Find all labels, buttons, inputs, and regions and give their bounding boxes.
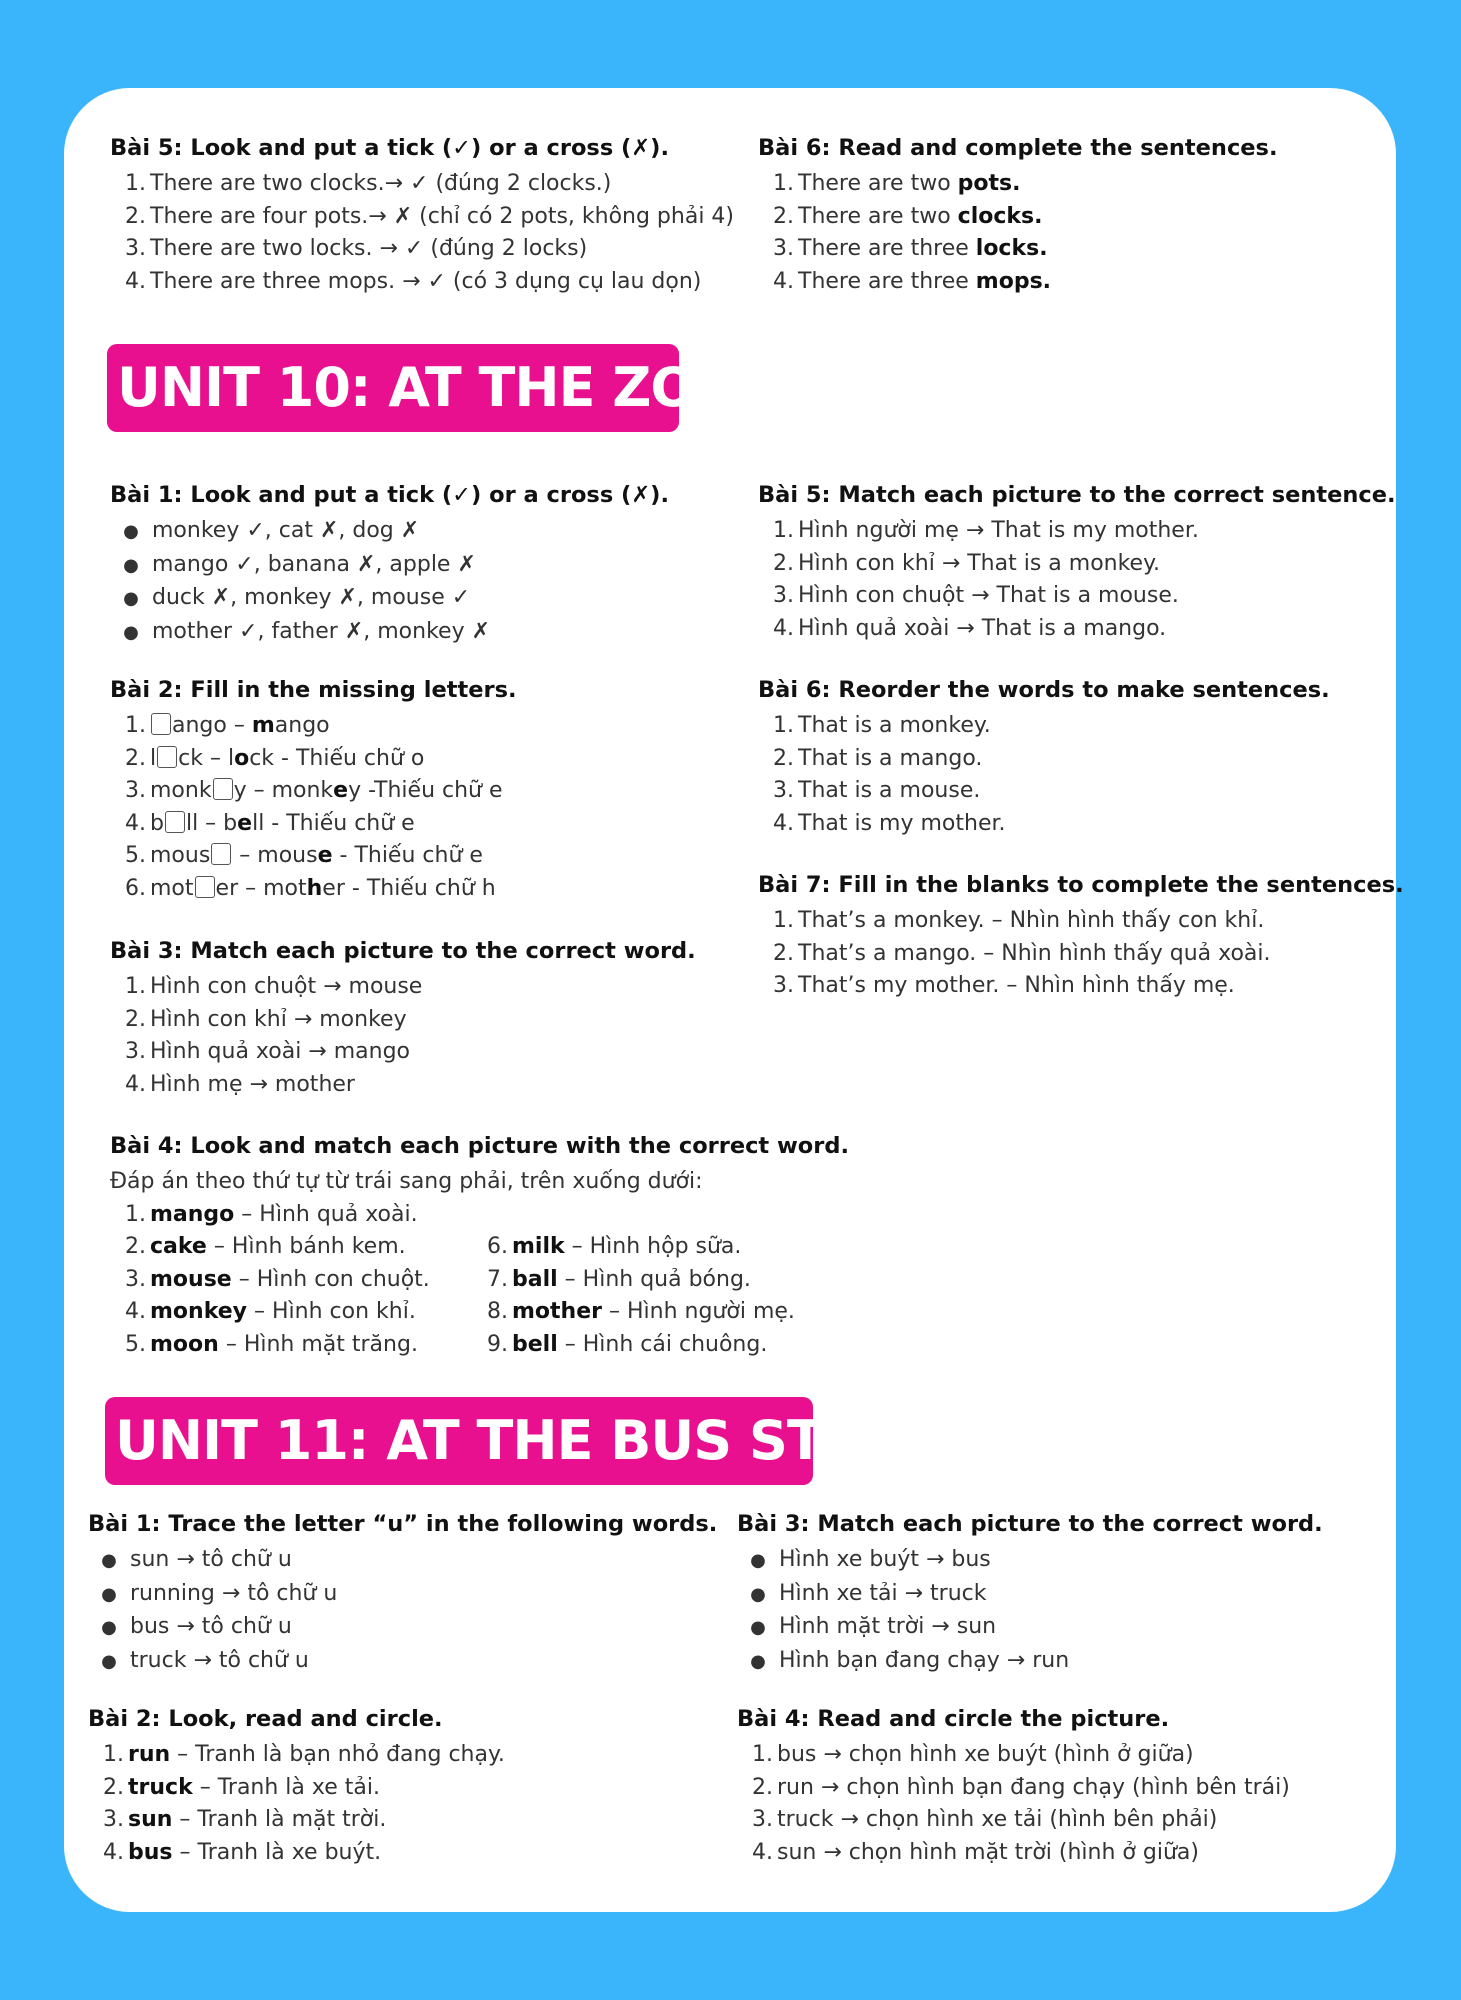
list-item: 1. run – Tranh là bạn nhỏ đang chạy. — [103, 1742, 505, 1767]
answer-list — [758, 905, 1404, 1003]
answer-list — [758, 710, 1330, 840]
list-item: 3. truck → chọn hình xe tải (hình bên phải) — [752, 1807, 1218, 1832]
unit10-banner: UNIT 10: AT THE ZOO — [107, 344, 679, 432]
list-item: ● bus → tô chữ u — [88, 1611, 717, 1645]
bullet-icon: ● — [750, 1550, 766, 1571]
list-item: 7. ball – Hình quả bóng. — [487, 1266, 751, 1292]
list-item: 1. There are two pots. — [773, 171, 1021, 196]
list-item: 4. sun → chọn hình mặt trời (hình ở giữa) — [752, 1839, 1199, 1865]
list-item: 2. run → chọn hình bạn đang chạy (hình bên trái) — [752, 1774, 1290, 1800]
list-item: 5. moon – Hình mặt trăng. — [125, 1331, 418, 1357]
blank-box — [165, 811, 185, 833]
answer-list — [472, 1231, 795, 1361]
list-item: ● monkey ✓, cat ✗, dog ✗ — [110, 515, 669, 549]
section-title: Bài 4: Look and match each picture with the correct word. — [110, 1133, 850, 1159]
list-item: ● Hình bạn đang chạy → run — [737, 1645, 1323, 1679]
list-item: 1. That’s a monkey. – Nhìn hình thấy con khỉ. — [773, 908, 1265, 933]
section-title: Bài 2: Fill in the missing letters. — [110, 677, 517, 703]
list-item: 2. truck – Tranh là xe tải. — [103, 1774, 380, 1800]
section-title: Bài 3: Match each picture to the correct word. — [110, 938, 696, 964]
list-item: 3. sun – Tranh là mặt trời. — [103, 1807, 387, 1832]
list-item: 1. That is a monkey. — [773, 713, 991, 738]
bullet-icon: ● — [123, 588, 139, 609]
section-title: Bài 7: Fill in the blanks to complete the sentences. — [758, 872, 1404, 898]
blank-box — [195, 876, 215, 898]
list-item: ● duck ✗, monkey ✗, mouse ✓ — [110, 582, 669, 616]
bullet-icon: ● — [123, 521, 139, 542]
blank-box — [211, 843, 231, 865]
answer-columns — [110, 1199, 830, 1369]
answer-list — [758, 168, 1278, 298]
answer-list — [737, 1739, 1290, 1869]
answer-list — [110, 1199, 430, 1362]
list-item: 5. mous – mouse - Thiếu chữ e — [125, 843, 483, 868]
list-item: ● truck → tô chữ u — [88, 1645, 717, 1679]
u11-bai4 — [737, 1703, 1290, 1869]
list-item: ● Hình xe buýt → bus — [737, 1544, 1323, 1578]
list-item: 2. l ck – lock - Thiếu chữ o — [125, 745, 425, 771]
list-item: 1. Hình người mẹ → That is my mother. — [773, 518, 1199, 543]
list-item: 4. There are three mops. — [773, 268, 1052, 294]
section-title: Bài 6: Read and complete the sentences. — [758, 135, 1278, 161]
u10-bai4 — [110, 1130, 849, 1369]
list-item: 2. That is a mango. — [773, 745, 983, 771]
list-item: 3. mouse – Hình con chuột. — [125, 1266, 430, 1292]
list-item: ● mango ✓, banana ✗, apple ✗ — [110, 549, 669, 583]
unit11-banner: UNIT 11: AT THE BUS STOP — [105, 1397, 813, 1485]
answer-list — [88, 1544, 717, 1678]
bullet-icon: ● — [123, 621, 139, 643]
list-item: 2. There are four pots.→ ✗ (chỉ có 2 pots, không phải 4) — [125, 203, 735, 229]
answer-list — [110, 710, 517, 905]
section-title: Bài 5: Match each picture to the correct sentence. — [758, 482, 1396, 508]
section-title: Bài 2: Look, read and circle. — [88, 1706, 443, 1732]
section-title: Bài 1: Trace the letter “u” in the following words. — [88, 1511, 718, 1537]
list-item: 9. bell – Hình cái chuông. — [487, 1331, 768, 1357]
section-title: Bài 1: Look and put a tick (✓) or a cross (✗). — [110, 482, 670, 508]
bullet-icon: ● — [750, 1650, 766, 1672]
list-item: 4. That is my mother. — [773, 810, 1006, 836]
blank-box — [213, 778, 233, 800]
list-item: 2. Hình con khỉ → monkey — [125, 1006, 407, 1032]
answer-list — [110, 515, 669, 649]
list-item: 3. Hình con chuột → That is a mouse. — [773, 583, 1179, 608]
list-item: 1. ango – mango — [125, 713, 330, 738]
list-item: 2. cake – Hình bánh kem. — [125, 1234, 406, 1259]
list-item: 4. Hình quả xoài → That is a mango. — [773, 615, 1167, 641]
bullet-icon: ● — [101, 1617, 117, 1638]
bullet-icon: ● — [101, 1650, 117, 1672]
blank-box — [157, 746, 177, 768]
answer-list — [737, 1544, 1323, 1678]
list-item: ● Hình mặt trời → sun — [737, 1611, 1323, 1645]
section-title: Bài 4: Read and circle the picture. — [737, 1706, 1170, 1732]
list-item: ● Hình xe tải → truck — [737, 1578, 1323, 1612]
section-title: Bài 6: Reorder the words to make sentences. — [758, 677, 1330, 703]
list-item: 4. monkey – Hình con khỉ. — [125, 1299, 416, 1324]
u10-bai1 — [110, 479, 669, 649]
answer-list — [758, 515, 1396, 645]
u10-bai2 — [110, 674, 517, 905]
list-item: 2. Hình con khỉ → That is a monkey. — [773, 550, 1160, 576]
answer-list — [110, 168, 734, 298]
list-item: 8. mother – Hình người mẹ. — [487, 1299, 795, 1324]
section-title: Bài 3: Match each picture to the correct word. — [737, 1511, 1323, 1537]
list-item: 1. There are two clocks.→ ✓ (đúng 2 clocks.) — [125, 171, 612, 196]
answer-list — [88, 1739, 505, 1869]
list-item: 1. bus → chọn hình xe buýt (hình ở giữa) — [752, 1742, 1194, 1767]
u10-bai5 — [758, 479, 1396, 645]
list-item: 3. Hình quả xoài → mango — [125, 1039, 411, 1064]
u10-bai3 — [110, 935, 696, 1101]
section-bai6-complete — [758, 132, 1278, 298]
u11-bai2 — [88, 1703, 505, 1869]
list-item: 2. That’s a mango. – Nhìn hình thấy quả xoài. — [773, 940, 1271, 966]
u11-bai1 — [88, 1508, 717, 1678]
list-item: 3. There are three locks. — [773, 236, 1048, 261]
list-item: 3. That’s my mother. – Nhìn hình thấy mẹ. — [773, 973, 1235, 998]
section-bai5-tick-cross — [110, 132, 734, 298]
list-item: 1. mango – Hình quả xoài. — [125, 1201, 418, 1227]
list-item: 4. Hình mẹ → mother — [125, 1071, 355, 1097]
bullet-icon: ● — [750, 1583, 766, 1605]
list-item: 2. There are two clocks. — [773, 203, 1043, 229]
list-item: 6. mot er – mother - Thiếu chữ h — [125, 875, 496, 901]
u10-bai6 — [758, 674, 1330, 840]
list-item: ● mother ✓, father ✗, monkey ✗ — [110, 616, 669, 650]
answer-list — [110, 971, 696, 1101]
list-item: 3. That is a mouse. — [773, 778, 981, 803]
bullet-icon: ● — [123, 554, 139, 576]
section-intro: Đáp án theo thứ tự từ trái sang phải, trên xuống dưới: — [110, 1169, 703, 1194]
u10-bai7 — [758, 869, 1404, 1003]
bullet-icon: ● — [101, 1583, 117, 1605]
list-item: 1. Hình con chuột → mouse — [125, 974, 423, 999]
list-item: ● sun → tô chữ u — [88, 1544, 717, 1578]
list-item: ● running → tô chữ u — [88, 1578, 717, 1612]
list-item: 3. monk y – monkey -Thiếu chữ e — [125, 778, 503, 803]
list-item: 3. There are two locks. → ✓ (đúng 2 locks) — [125, 236, 588, 261]
list-item: 6. milk – Hình hộp sữa. — [487, 1234, 742, 1259]
list-item: 4. bus – Tranh là xe buýt. — [103, 1839, 382, 1865]
list-item: 4. b ll – bell - Thiếu chữ e — [125, 810, 415, 836]
bullet-icon: ● — [101, 1550, 117, 1571]
bullet-icon: ● — [750, 1617, 766, 1638]
list-item: 4. There are three mops. → ✓ (có 3 dụng cụ lau dọn) — [125, 268, 702, 294]
section-title: Bài 5: Look and put a tick (✓) or a cross (✗). — [110, 135, 670, 161]
blank-box — [151, 713, 171, 735]
u11-bai3 — [737, 1508, 1323, 1678]
